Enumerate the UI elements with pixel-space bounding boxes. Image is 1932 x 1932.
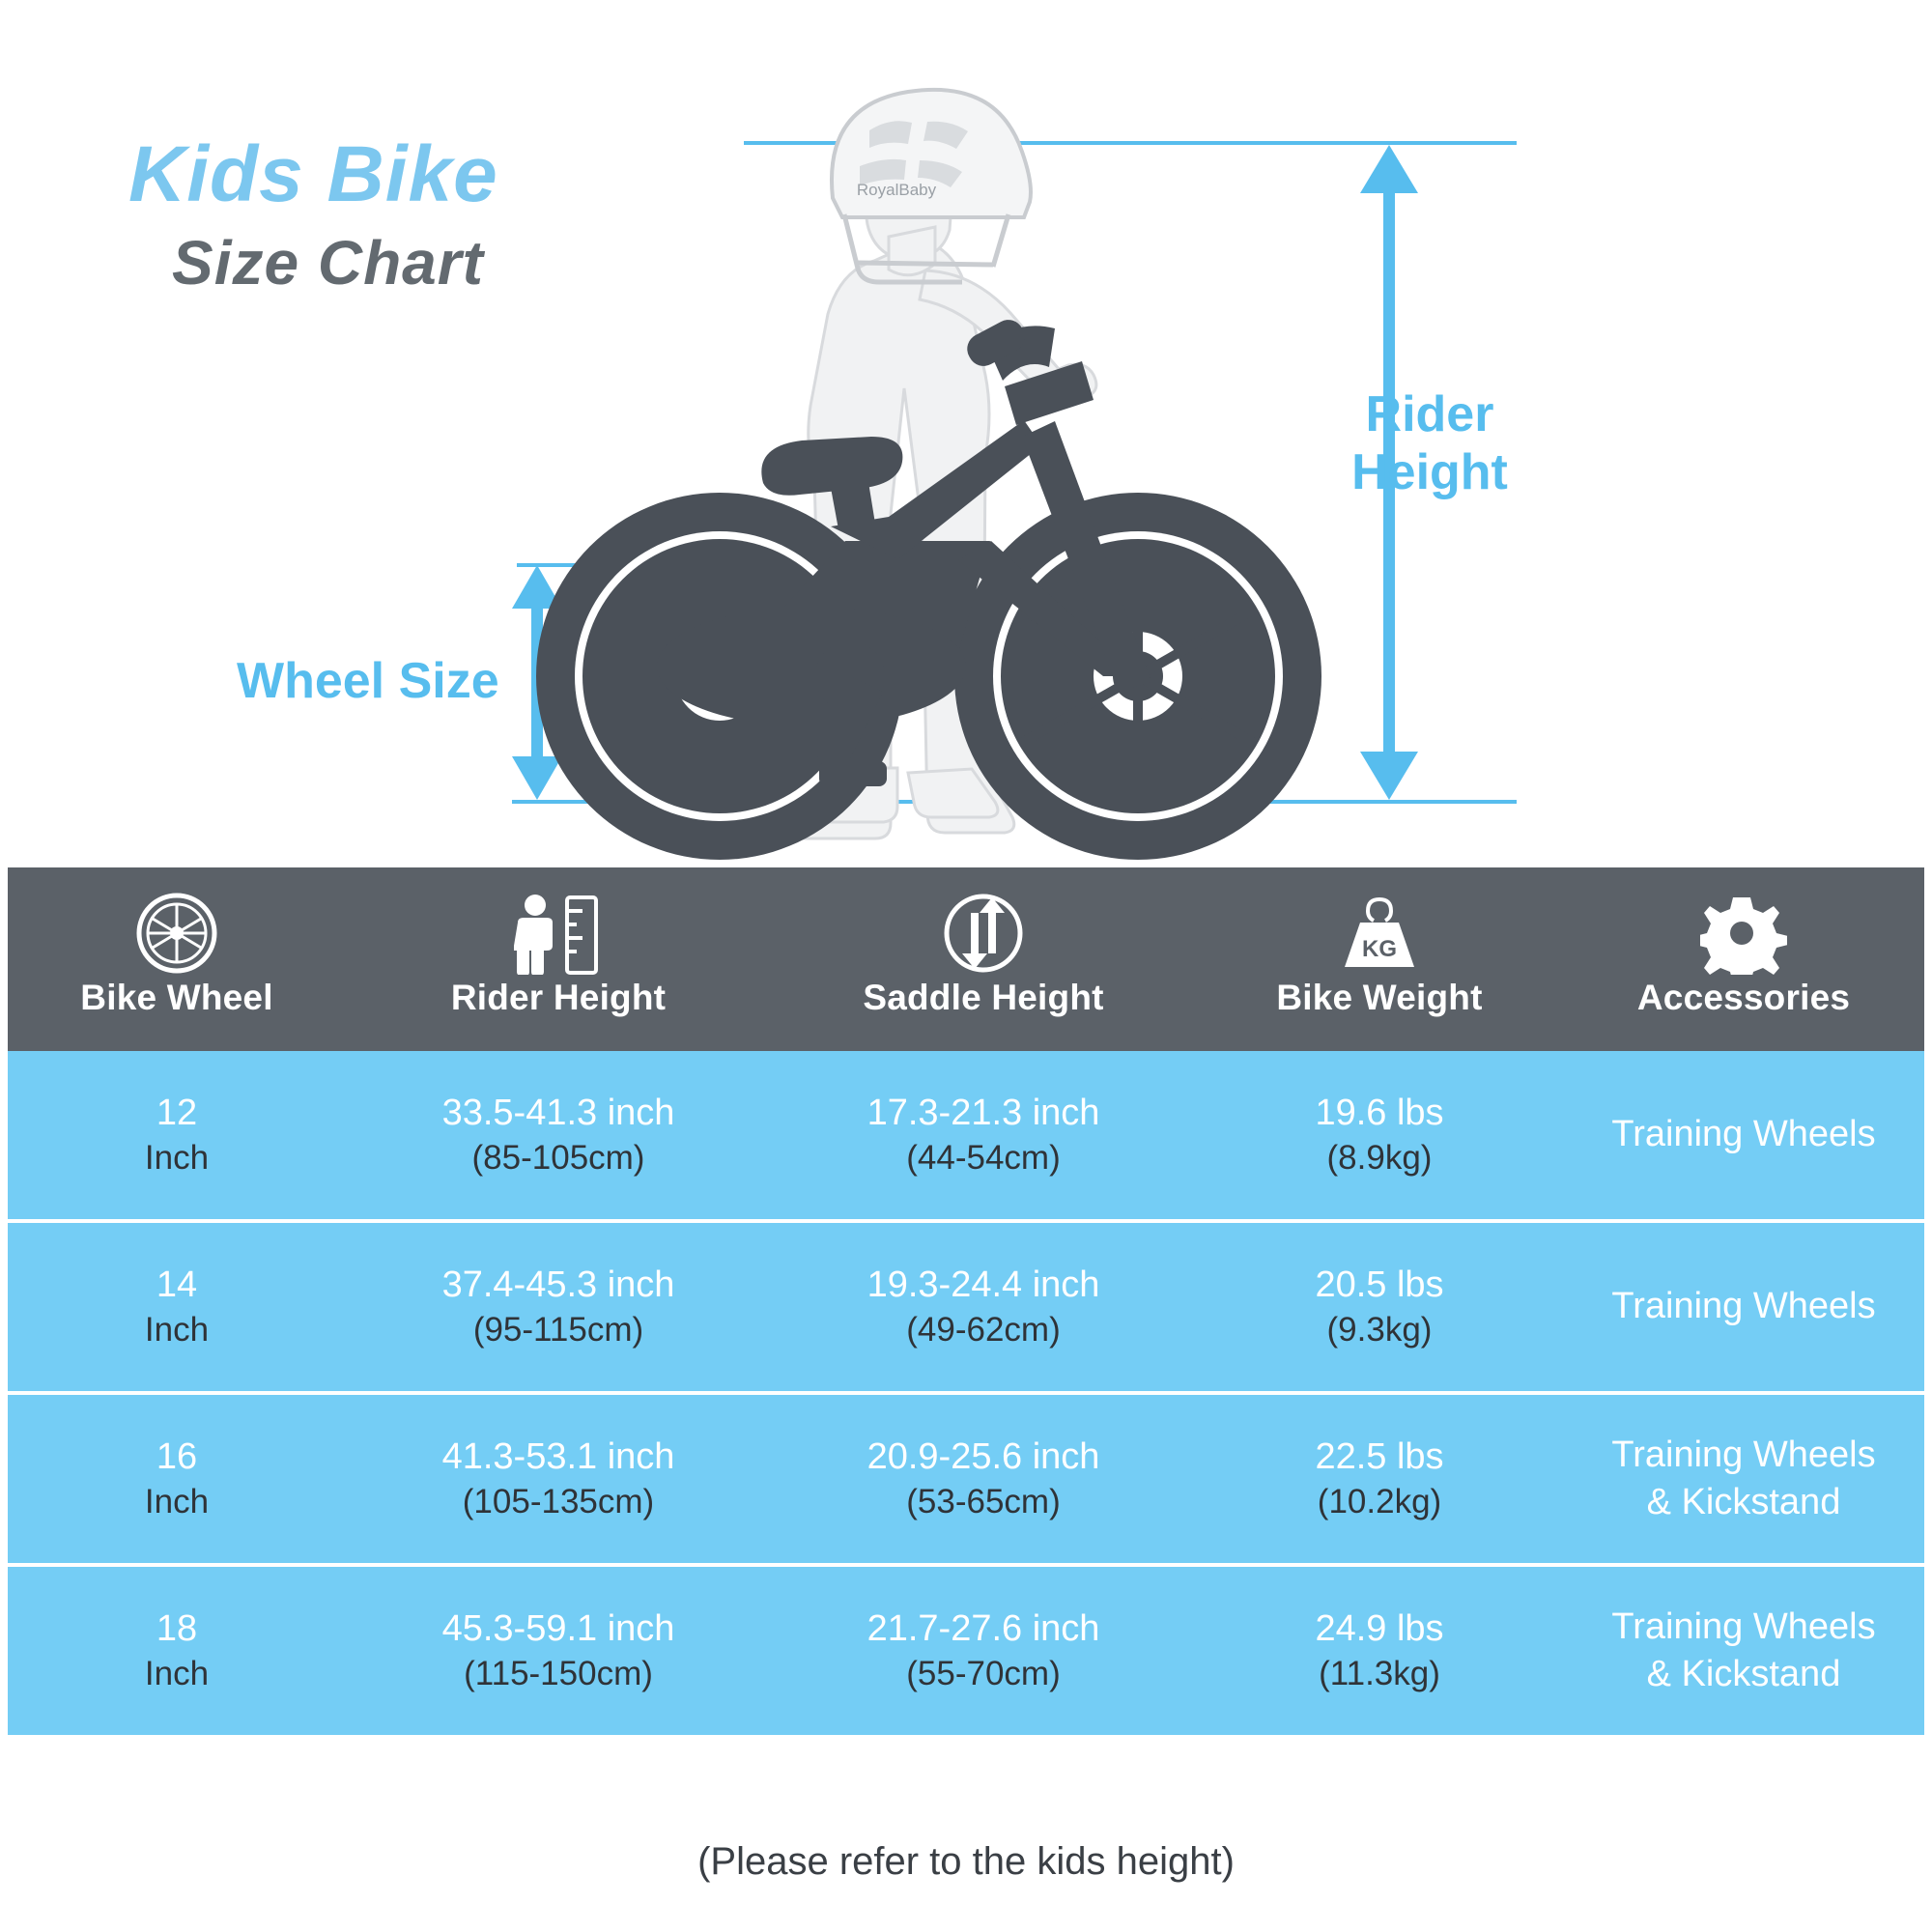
column-header-bike-wheel — [8, 867, 346, 1051]
accessories-line1: Training Wheels — [1611, 1434, 1876, 1475]
bike-weight-lbs: 19.6 lbs — [1315, 1092, 1444, 1133]
bike-weight-lbs: 24.9 lbs — [1315, 1607, 1444, 1649]
bike-weight-lbs: 22.5 lbs — [1315, 1435, 1444, 1477]
column-header-label: Rider Height — [450, 978, 667, 1017]
bike-wheel-number: 18 — [156, 1607, 198, 1649]
bike-weight-kg: (8.9kg) — [1326, 1139, 1433, 1177]
saddle-height-icon — [942, 889, 1025, 978]
rider-height-label-line2: Height — [1351, 443, 1508, 500]
title-sub: Size Chart — [172, 228, 484, 298]
table-row — [8, 1051, 1924, 1221]
saddle-height-cm: (55-70cm) — [906, 1655, 1061, 1692]
cell-bike-wheel — [8, 1221, 346, 1393]
wheel-size-label: Wheel Size — [237, 653, 499, 709]
column-header-label: Saddle Height — [863, 978, 1104, 1017]
cell-bike-weight — [1196, 1051, 1563, 1221]
column-header-label: Accessories — [1636, 978, 1851, 1017]
column-header-label: Bike Wheel — [80, 978, 273, 1017]
column-header-accessories — [1563, 867, 1924, 1051]
cell-saddle-height — [771, 1565, 1196, 1735]
cell-accessories — [1563, 1051, 1924, 1221]
rider-height-cm: (115-150cm) — [464, 1655, 653, 1692]
saddle-height-inch: 21.7-27.6 inch — [867, 1607, 1100, 1649]
cell-saddle-height — [771, 1221, 1196, 1393]
bike-wheel-unit: Inch — [144, 1139, 210, 1177]
cell-bike-wheel — [8, 1051, 346, 1221]
size-chart-table — [8, 867, 1924, 1735]
cell-rider-height — [346, 1393, 771, 1565]
table-header-row — [8, 867, 1924, 1051]
cell-accessories — [1563, 1221, 1924, 1393]
footnote: (Please refer to the kids height) — [697, 1840, 1235, 1883]
title-main: Kids Bike — [128, 130, 498, 218]
accessories-line2: & Kickstand — [1646, 1654, 1841, 1694]
cell-bike-wheel — [8, 1393, 346, 1565]
bike-weight-kg: (11.3kg) — [1319, 1655, 1440, 1692]
cell-saddle-height — [771, 1393, 1196, 1565]
rider-height-inch: 33.5-41.3 inch — [441, 1092, 675, 1133]
column-header-saddle-height — [771, 867, 1196, 1051]
bike-wheel-number: 16 — [156, 1435, 198, 1477]
saddle-height-cm: (53-65cm) — [906, 1483, 1061, 1520]
accessories-text: Training Wheels — [1611, 1286, 1876, 1327]
rider-height-cm: (95-115cm) — [472, 1311, 644, 1349]
bike-weight-kg: (9.3kg) — [1326, 1311, 1433, 1349]
column-header-label: Bike Weight — [1276, 978, 1483, 1017]
saddle-height-inch: 17.3-21.3 inch — [867, 1092, 1100, 1133]
cell-bike-weight — [1196, 1221, 1563, 1393]
rider-height-label — [1304, 386, 1555, 502]
hero-illustration — [0, 0, 1932, 860]
bike-weight-lbs: 20.5 lbs — [1315, 1264, 1444, 1305]
column-header-bike-weight — [1196, 867, 1563, 1051]
cell-saddle-height — [771, 1051, 1196, 1221]
helmet-brand-text: RoyalBaby — [856, 181, 937, 199]
rider-height-cm: (105-135cm) — [462, 1483, 655, 1520]
rider-height-inch: 37.4-45.3 inch — [441, 1264, 675, 1305]
cell-accessories — [1563, 1393, 1924, 1565]
wheel-icon — [135, 889, 218, 978]
bike-wheel-number: 12 — [156, 1092, 198, 1133]
rider-height-inch: 41.3-53.1 inch — [441, 1435, 675, 1477]
rider-height-inch: 45.3-59.1 inch — [441, 1607, 675, 1649]
cell-bike-weight — [1196, 1565, 1563, 1735]
gear-icon — [1700, 889, 1787, 978]
saddle-height-cm: (49-62cm) — [906, 1311, 1061, 1349]
cell-rider-height — [346, 1221, 771, 1393]
saddle-height-inch: 20.9-25.6 inch — [867, 1435, 1100, 1477]
bike-wheel-number: 14 — [156, 1264, 198, 1305]
column-header-rider-height — [346, 867, 771, 1051]
table-row — [8, 1565, 1924, 1735]
saddle-height-cm: (44-54cm) — [906, 1139, 1061, 1177]
kg-weight-icon — [1333, 889, 1426, 978]
table-row — [8, 1221, 1924, 1393]
bike-wheel-unit: Inch — [144, 1655, 210, 1692]
cell-rider-height — [346, 1051, 771, 1221]
size-chart-table-wrapper — [8, 867, 1924, 1735]
page-title — [128, 130, 498, 298]
bike-rider-illustration — [0, 0, 1932, 860]
bike-wheel-unit: Inch — [144, 1311, 210, 1349]
svg-text:KG: KG — [1362, 936, 1397, 962]
rider-height-label-line1: Rider — [1365, 386, 1494, 442]
cell-bike-weight — [1196, 1393, 1563, 1565]
child-ruler-icon — [505, 889, 611, 978]
bike-wheel-unit: Inch — [144, 1483, 210, 1520]
accessories-text: Training Wheels — [1611, 1114, 1876, 1155]
accessories-line1: Training Wheels — [1611, 1605, 1876, 1647]
bike-weight-kg: (10.2kg) — [1317, 1483, 1442, 1520]
cell-rider-height — [346, 1565, 771, 1735]
rider-height-cm: (85-105cm) — [471, 1139, 645, 1177]
cell-accessories — [1563, 1565, 1924, 1735]
cell-bike-wheel — [8, 1565, 346, 1735]
saddle-height-inch: 19.3-24.4 inch — [867, 1264, 1100, 1305]
accessories-line2: & Kickstand — [1646, 1482, 1841, 1522]
table-row — [8, 1393, 1924, 1565]
